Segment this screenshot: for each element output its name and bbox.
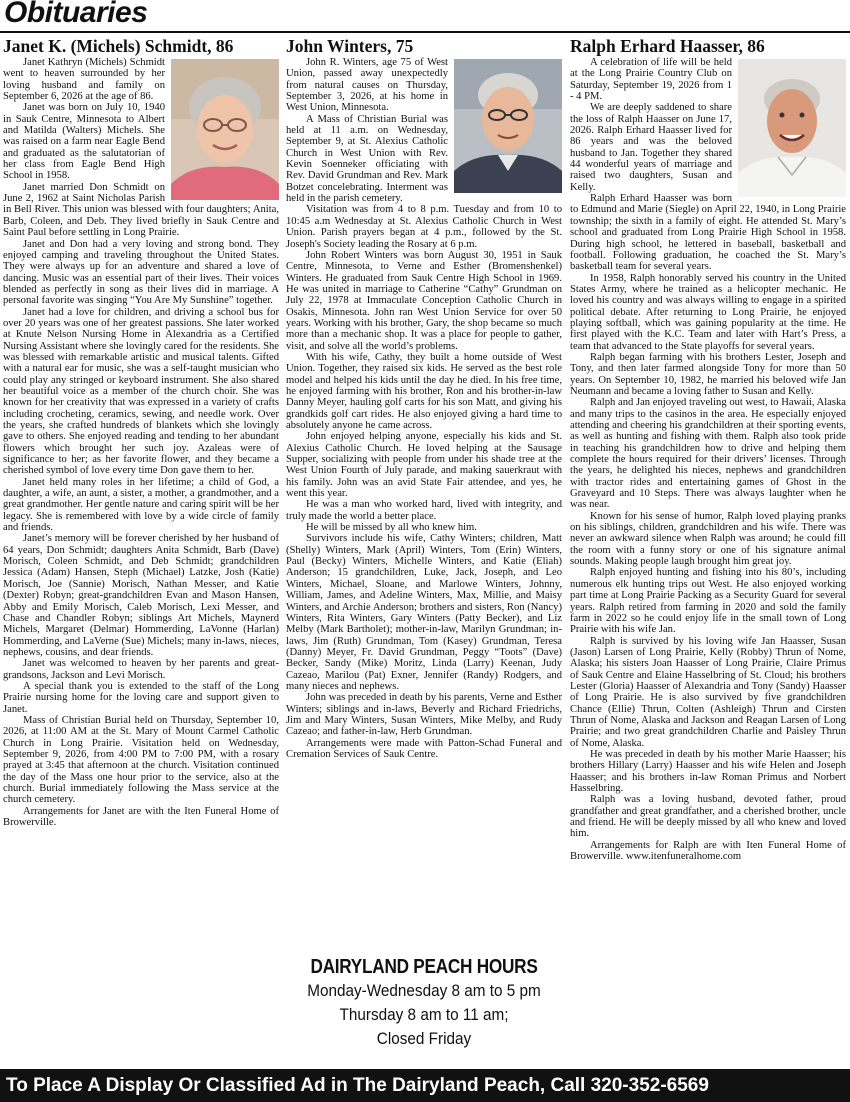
obituary-paragraph: Janet’s memory will be forever cherished by her husband of 64 years, Don Schmidt; daughters Anita Schmidt, Barb (Dave) Morisch, Coleen Schmidt, and Deb Schmidt; grandchildren Jessica (Adam) Hansen, Steph (Michael) Latzke, Josh (Katie) Morisch, Joe (Sannie) Morisch, Nathan Messer, and Katie (Dexter) Robyn; great-grandchildren Evan and Mason Hansen, Abby and Emily Morisch, Caleb Morisch, Lexi Messer, and Chase and Chandler Robyn; siblings Art Michels, Maynerd Michels, Margaret (Delmar) Hommerding, LaVonne (Harlan) Hommerding, and LaVerne (Sue) Michels; many in-laws, nieces, nephews, cousins, and dear friends.: [3, 533, 279, 658]
obituary-column-haasser: [570, 36, 846, 1068]
obituary-paragraph: With his wife, Cathy, they built a home outside of West Union. Together, they raised six kids. He served as the best role model and helped his kids until the day he died. In his free time, he enjoyed farming with his brother, Ron and his brother-in-law Danny Meyer, hauling golf carts for his son Matt, and giving his grandkids golf cart rides. He also enjoyed giving a hard time to absolutely anyone he came across.: [286, 351, 562, 431]
ad-hours-line: Thursday 8 am to 11 am;: [339, 1005, 509, 1024]
obituary-paragraph: He was a man who worked hard, lived with integrity, and truly made the world a better place.: [286, 499, 562, 522]
obituary-paragraph: A celebration of life will be held at the Long Prairie Country Club on Saturday, September 19, 2026 from 1 - 4 PM.: [570, 57, 732, 103]
obituary-column-schmidt: [3, 36, 279, 1068]
obituary-paragraph: He was preceded in death by his mother Marie Haasser; his brothers Hillary (Larry) Haasser and his wife Helen and Joseph Haasser; and his brothers in-law Roman Primus and Norbert Hasselbring.: [570, 748, 846, 794]
obituary-paragraph: Ralph enjoyed hunting and fishing into his 80’s, including numerous elk hunting trips out West. He also enjoyed working part time at Long Prairie Packing as a Security Guard for several years. Ralph retired from farming in 2020 and sold the family farm in 2022 so he could enjoy life in the small town of Long Prairie with his wife Jan.: [570, 567, 846, 636]
obituary-paragraph: John enjoyed helping anyone, especially his kids and St. Alexius Catholic Church. He loved helping at the Sausage Supper, socializing with people from under his shade tree at the West Union Fourth of July parade, and making sauerkraut with his family. John was an avid State Fair attendee, and yes, he went this year.: [286, 431, 562, 500]
obituary-paragraph: Janet was welcomed to heaven by her parents and great-grandsons, Jackson and Levi Morisch.: [3, 658, 279, 681]
obituary-paragraph: Ralph began farming with his brothers Lester, Joseph and Tony, and then later farmed alongside Tony for more than 50 years. On September 10, 1982, he married his beloved wife Jan Neumann and became a loving father to Susan and Kelly.: [570, 351, 846, 397]
obituary-paragraph: Ralph and Jan enjoyed traveling out west, to Hawaii, Alaska and many trips to the casinos in the area. He especially enjoyed attending and cheering his grandchildren at their sporting events, as well as hunting and fishing with them. Ralph also took pride in teaching his grandchildren how to drive and helping them complete the hours required for their drivers’ licenses. Through the years, he delighted his nieces, nephews and grandchildren with tractor rides and entertaining games of Ghost in the Graveyard and 10 Steps. There was always laughter when he was near.: [570, 397, 846, 511]
portrait-photo-man-smiling: [738, 59, 846, 197]
obituary-paragraph: Ralph is survived by his loving wife Jan Haasser, Susan (Jason) Larsen of Long Prairie, Kelly (Robby) Thrun of Nome, Alaska; his sisters Joan Haasser of Long Prairie, Claire Primus of Sauk Centre and Elaine Hasselbring of St. Cloud; his brothers Lester (Gloria) Haasser of Alexandria and Tony (Sandy) Haasser of Long Prairie. He is also survived by five grandchildren Chance (Ellie) Thrun, Colten (Ashleigh) Thrun and Cirsten Thrun of Nome, Alaska and Jackson and Reagan Larsen of Long Prairie; and two great grandchildren Charlie and Paisley Thrun of Nome, Alaska.: [570, 635, 846, 749]
ad-hours-line: Closed Friday: [376, 1029, 472, 1048]
obituary-paragraph: We are deeply saddened to share the loss of Ralph Haasser on June 17, 2026. Ralph Erhard Haasser lived for 86 years and was the beloved husband to Jan. Together they shared 44 wonderful years of marriage and raised two daughters, Susan and Kelly.: [570, 102, 732, 193]
obituary-paragraph: Janet married Don Schmidt on June 2, 1962 at Saint Nicholas Parish in Bell River. This union was blessed with four daughters; Anita, Barb, Coleen, and Deb. They lived briefly in Sauk Centre and Saint Paul before settling in Long Prairie.: [3, 181, 279, 239]
obituary-paragraph: A special thank you is extended to the staff of the Long Prairie nursing home for the loving care and support given to Janet.: [3, 680, 279, 715]
obituary-name: Janet K. (Michels) Schmidt, 86: [3, 36, 234, 56]
obituary-paragraph: Janet held many roles in her lifetime; a child of God, a daughter, a wife, an aunt, a sister, a mother, a grandmother, and a great grandmother. Her gentle nature and caring spirit will be her legacy. She is remembered with love by a wide circle of family and friends.: [3, 476, 279, 534]
portrait-photo-man-glasses: [454, 59, 562, 193]
obituary-paragraph: Mass of Christian Burial held on Thursday, September 10, 2026, at 11:00 AM at the St. Mary of Mount Carmel Catholic Church in Long Prairie. Visitation held on Wednesday, September 9, 2026, from 4:00 PM to 7:00 PM, with a rosary prayed at 3:45 that afternoon at the church. Visitation continued the day of the Mass one hour prior to the service, also at the church. Burial immediately following the Mass service at the church cemetery.: [3, 714, 279, 806]
obituary-paragraph: John R. Winters, age 75 of West Union, passed away unexpectedly from natural causes on Thursday, September 3, 2026, at his home in West Union, Minnesota.: [286, 57, 448, 114]
title-rule: [0, 31, 850, 33]
obituary-column-winters: [286, 36, 562, 1068]
obituary-paragraph: John was preceded in death by his parents, Verne and Esther Winters; siblings and in-laws, Beverly and Richard Friedrichs, Jim and Mary Winters, Susan Winters, Mike Melby, and Rudy Cazeao; and father-in-law, Herb Grundman.: [286, 692, 562, 738]
obituary-paragraph: Janet Kathryn (Michels) Schmidt went to heaven surrounded by her loving husband and family on September 6, 2026 at the age of 86.: [3, 57, 165, 103]
classified-ad-footer: To Place A Display Or Classified Ad in The Dairyland Peach, Call 320-352-6569: [0, 1069, 850, 1102]
obituary-body: [286, 57, 562, 760]
obituary-body: [3, 57, 279, 828]
obituary-name: Ralph Erhard Haasser, 86: [570, 36, 765, 56]
obituary-paragraph: Ralph was a loving husband, devoted father, proud grandfather and great grandfather, and a cherished brother, uncle and friend. He will be deeply missed by all who knew and loved him.: [570, 794, 846, 840]
obituary-paragraph: Arrangements for Ralph are with Iten Funeral Home of Browerville. www.itenfuneralhome.com: [570, 839, 846, 863]
store-hours-ad: [290, 956, 558, 1064]
obituary-paragraph: Ralph Erhard Haasser was born to Edmund and Marie (Siegle) on April 22, 1940, in Long Prairie township; the sixth in a family of eight. He attended St. Mary’s school and graduated from Long Prairie High School in 1958. During high school, he lettered in baseball, basketball and football. Following graduation, he coached the St. Mary’s basketball team for several years.: [570, 193, 846, 273]
obituary-paragraph: In 1958, Ralph honorably served his country in the United States Army, where he trained as a helicopter mechanic. He loved his country and was always willing to engage in a spirited political debate. After returning to Long Prairie, he enjoyed playing softball, which was gaining popularity at the time. He first played with the K.C. Team and later with Hart’s Press, a team that advanced to the State playoffs for several years.: [570, 272, 846, 352]
obituary-paragraph: John Robert Winters was born August 30, 1951 in Sauk Centre, Minnesota, to Verne and Esther (Bromenshenkel) Winters. He graduated from Sauk Centre High School in 1969. He was united in marriage to Catherine “Cathy” Grundman on July 22, 1978 at Immaculate Conception Catholic Church in Osakis, Minnesota. John ran West Union Service for over 50 years. Working with his brother, Gary, the shop became so much more than a mechanic shop. It was a place for people to gather, visit, and solve all the world’s problems.: [286, 249, 562, 352]
ad-hours-line: Monday-Wednesday 8 am to 5 pm: [307, 981, 541, 1000]
obituary-paragraph: Arrangements for Janet are with the Iten Funeral Home of Browerville.: [3, 805, 279, 829]
obituary-paragraph: Janet and Don had a very loving and strong bond. They enjoyed camping and traveling throughout the United States. They were always up for an adventure and shared a love of dancing. Music was an essential part of their lives. Their voices blended as perfectly in song as their lives did in marriage. A personal favorite was singing “You Are My Sunshine” together.: [3, 238, 279, 307]
obituary-paragraph: Known for his sense of humor, Ralph loved playing pranks on his siblings, children, grandchildren and his wife. There was never an awkward silence when Ralph was around; he could fill the room with a funny story or one of his signature animal sounds. Making people laugh brought him great joy.: [570, 510, 846, 568]
obituary-paragraph: A Mass of Christian Burial was held at 11 a.m. on Wednesday, September 9, at St. Alexius Catholic Church in West Union with Rev. Kevin Soenneker officiating with Rev. David Grundman and Rev. Mark Botzet concelebrating. Interment was held in the parish cemetery.: [286, 113, 448, 205]
ad-title: DAIRYLAND PEACH HOURS: [310, 956, 538, 978]
obituary-paragraph: Arrangements were made with Patton-Schad Funeral and Cremation Services of Sauk Centre.: [286, 737, 562, 760]
obituary-paragraph: Janet had a love for children, and driving a school bus for over 20 years was one of her greatest passions. She later worked at Knute Nelson Nursing Home in Alexandria as a Certified Nursing Assistant where she lovingly cared for the residents. She was blessed with remarkable artistic and musical talents. Gifted with a natural ear for music, she was a self-taught musician who could play any stringed or keyboard instrument. She also shared her beautiful voice as a member of the church choir. She was known for her creativity that was expressed in a variety of crafts including crocheting, ceramics, sewing, and needle work. Over the years, she crafted hundreds of blankets which she lovingly gave to others. She enjoyed reading and tending to her abundant flowers which brought her such joy. Azaleas were of significance to her; as her favorite flower, and they became a cherished symbol of love every time Don gave them to her.: [3, 306, 279, 477]
obituary-paragraph: Janet was born on July 10, 1940 in Sauk Centre, Minnesota to Albert and Matilda (Walters) Michels. She was raised on a farm near Eagle Bend and graduated as the salutatorian of her class from Eagle Bend High School in 1958.: [3, 102, 165, 182]
obituary-paragraph: He will be missed by all who knew him.: [306, 522, 477, 534]
obituary-name: John Winters, 75: [286, 36, 414, 56]
portrait-photo-woman-glasses: [171, 59, 279, 200]
obituary-body: [570, 57, 846, 862]
obituary-paragraph: Visitation was from 4 to 8 p.m. Tuesday and from 10 to 10:45 a.m Wednesday at St. Alexius Catholic Church in West Union. Parish prayers began at 4 p.m., followed by the St. Joseph's Society leading the Rosary at 6 p.m.: [286, 204, 562, 250]
page-title: Obituaries: [4, 0, 148, 29]
obituary-paragraph: Survivors include his wife, Cathy Winters; children, Matt (Shelly) Winters, Mark (April) Winters, Tom (Erin) Winters, Paul (Becky) Winters, Michelle Winters, and Katie (Eliah) Anderson; 15 grandchildren, Luke, Jack, Joseph, and Leo Winters, Michael, Sloane, and Marlowe Winters, Johnny, William, James, and Adeline Winters, Max, Millie, and Maisy Winters, and Archie Anderson; brothers and sisters, Ron (Nancy) Winters, Rita Winters, Gary Winters (Patty Becker), and Liz Melby (Mark Bartholet); mother-in-law, Marilyn Grundman; in-laws, Jim (Ruth) Grundman, Tom (Kasey) Grundman, Teresa (Danny) Meyer, Fr. David Grundman, Peggy “Toots” (Dave) Becker, Sandy (Mike) Moritz, Linda (Larry) Keenan, Judy Cazeao, Marilou (Pat) Exner, Jennifer (Randy) Rodgers, and many nieces and nephews.: [286, 533, 562, 692]
